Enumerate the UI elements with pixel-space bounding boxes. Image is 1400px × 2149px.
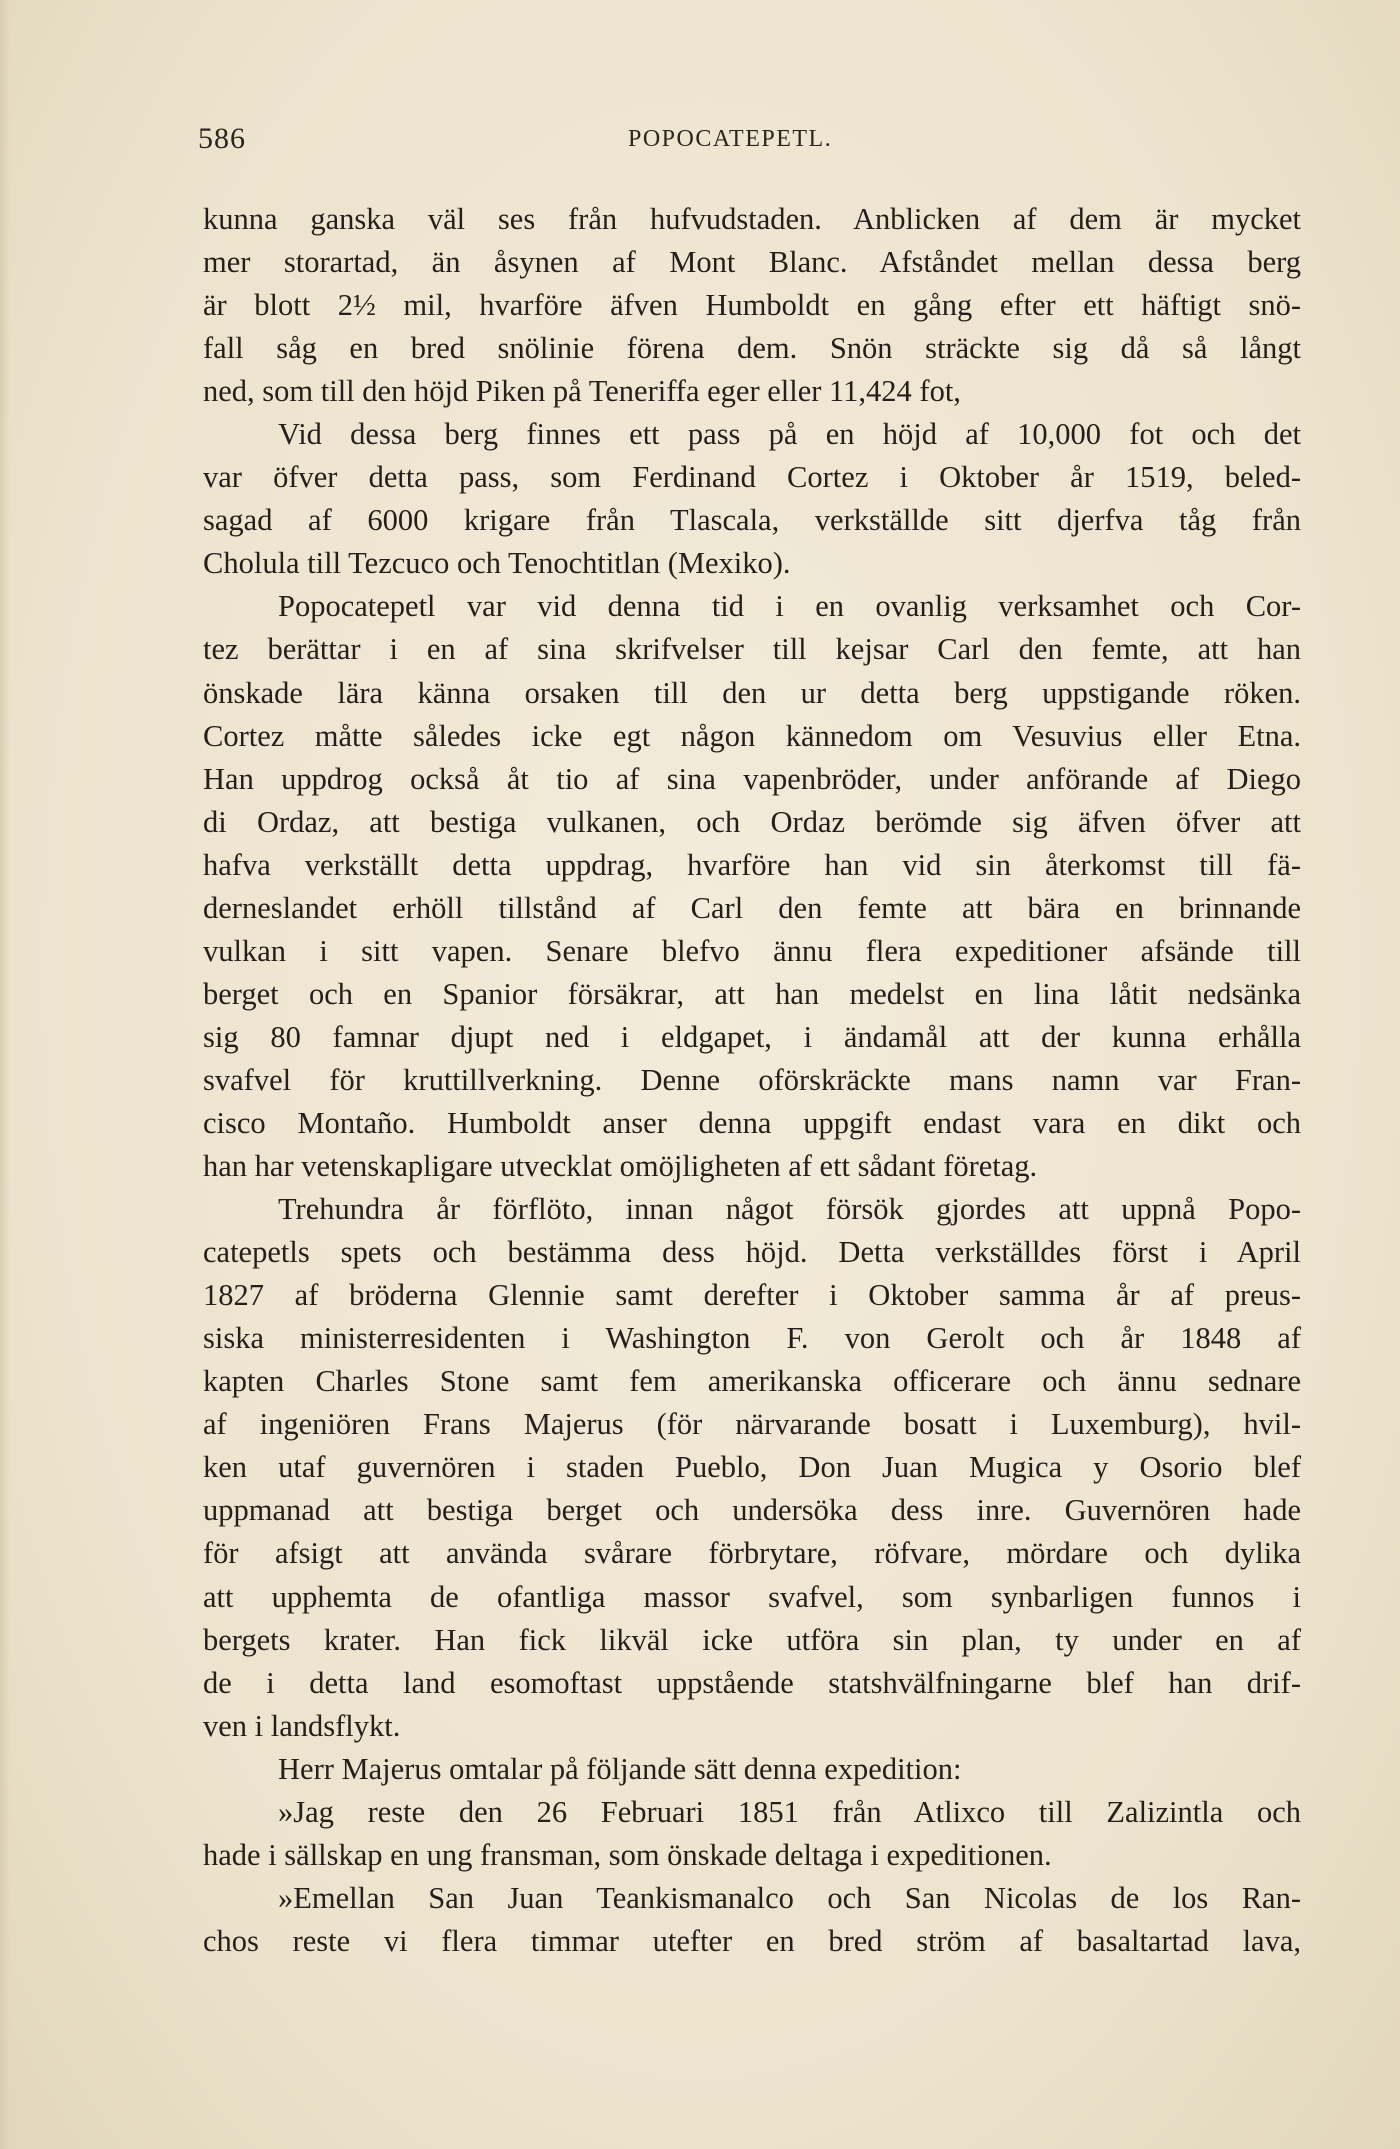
text-line: Herr Majerus omtalar på följande sätt denna expedition:	[278, 1751, 962, 1786]
text-line: kunna ganska väl ses från hufvudstaden. Anblicken af dem är mycket	[203, 202, 1301, 236]
text-line: Trehundra år förflöto, innan något försök gjordes att uppnå Popo-	[278, 1192, 1301, 1227]
text-line: sagad af 6000 krigare från Tlascala, verkställde sitt djerfva tåg från	[203, 503, 1301, 538]
body-text	[203, 198, 1301, 1963]
text-line: för afsigt att använda svårare förbrytare, röfvare, mördare och dylika	[203, 1536, 1301, 1571]
text-line: svafvel för kruttillverkning. Denne oförskräckte mans namn var Fran-	[203, 1062, 1301, 1097]
text-line: Vid dessa berg finnes ett pass på en höjd af 10,000 fot och det	[278, 417, 1301, 452]
text-line: ken utaf guvernören i staden Pueblo, Don Juan Mugica y Osorio blef	[203, 1450, 1301, 1485]
text-line: hafva verkställt detta uppdrag, hvarföre han vid sin återkomst till fä-	[203, 847, 1301, 882]
text-line: önskade lära känna orsaken till den ur detta berg uppstigande röken.	[203, 675, 1301, 710]
text-line: »Emellan San Juan Teankismanalco och San Nicolas de los Ran-	[278, 1880, 1301, 1915]
text-line: Cortez måtte således icke egt någon kännedom om Vesuvius eller Etna.	[203, 718, 1301, 753]
text-line: bergets krater. Han fick likväl icke utföra sin plan, ty under en af	[203, 1622, 1301, 1657]
text-line: 1827 af bröderna Glennie samt derefter i Oktober samma år af preus-	[203, 1278, 1301, 1313]
text-line: mer storartad, än åsynen af Mont Blanc. Afståndet mellan dessa berg	[203, 245, 1301, 280]
text-line: att upphemta de ofantliga massor svafvel, som synbarligen funnos i	[203, 1579, 1301, 1614]
text-line: di Ordaz, att bestiga vulkanen, och Ordaz berömde sig äfven öfver att	[203, 804, 1301, 839]
text-line: vulkan i sitt vapen. Senare blefvo ännu flera expeditioner afsände till	[203, 933, 1301, 968]
text-line: berget och en Spanior försäkrar, att han medelst en lina låtit nedsänka	[203, 976, 1301, 1011]
page-header	[198, 122, 1312, 162]
text-line: uppmanad att bestiga berget och undersöka dess inre. Guvernören hade	[203, 1493, 1301, 1528]
text-line: ven i landsflykt.	[203, 1708, 401, 1743]
text-line: är blott 2½ mil, hvarföre äfven Humboldt en gång efter ett häftigt snö-	[203, 288, 1301, 323]
page-edge-shadow	[0, 0, 10, 2149]
text-line: Cholula till Tezcuco och Tenochtitlan (Mexiko).	[203, 546, 791, 581]
text-line: cisco Montaño. Humboldt anser denna uppgift endast vara en dikt och	[203, 1105, 1301, 1140]
text-line: »Jag reste den 26 Februari 1851 från Atlixco till Zalizintla och	[278, 1794, 1301, 1829]
running-head: POPOCATEPETL.	[628, 126, 833, 152]
text-line: de i detta land esomoftast uppstående statshvälfningarne blef han drif-	[203, 1665, 1301, 1700]
text-line: Popocatepetl var vid denna tid i en ovanlig verksamhet och Cor-	[278, 589, 1301, 624]
text-line: siska ministerresidenten i Washington F. von Gerolt och år 1848 af	[203, 1321, 1301, 1356]
text-line: kapten Charles Stone samt fem amerikanska officerare och ännu sednare	[203, 1364, 1301, 1399]
text-line: catepetls spets och bestämma dess höjd. Detta verkställdes först i April	[203, 1235, 1301, 1270]
text-line: han har vetenskapligare utvecklat omöjligheten af ett sådant företag.	[203, 1149, 1038, 1184]
text-line: ned, som till den höjd Piken på Teneriffa eger eller 11,424 fot,	[203, 374, 961, 409]
text-line: Han uppdrog också åt tio af sina vapenbröder, under anförande af Diego	[203, 761, 1301, 796]
text-line: hade i sällskap en ung fransman, som önskade deltaga i expeditionen.	[203, 1837, 1052, 1872]
text-line: sig 80 famnar djupt ned i eldgapet, i ändamål att der kunna erhålla	[203, 1019, 1301, 1054]
text-line: fall såg en bred snölinie förena dem. Snön sträckte sig då så långt	[203, 331, 1301, 366]
text-line: chos reste vi flera timmar utefter en bred ström af basaltartad lava,	[203, 1923, 1301, 1958]
text-line: var öfver detta pass, som Ferdinand Cortez i Oktober år 1519, beled-	[203, 460, 1301, 495]
page-number: 586	[198, 122, 246, 155]
text-line: af ingeniören Frans Majerus (för närvarande bosatt i Luxemburg), hvil-	[203, 1407, 1301, 1442]
text-line: tez berättar i en af sina skrifvelser till kejsar Carl den femte, att han	[203, 632, 1301, 667]
text-line: derneslandet erhöll tillstånd af Carl den femte att bära en brinnande	[203, 890, 1301, 925]
